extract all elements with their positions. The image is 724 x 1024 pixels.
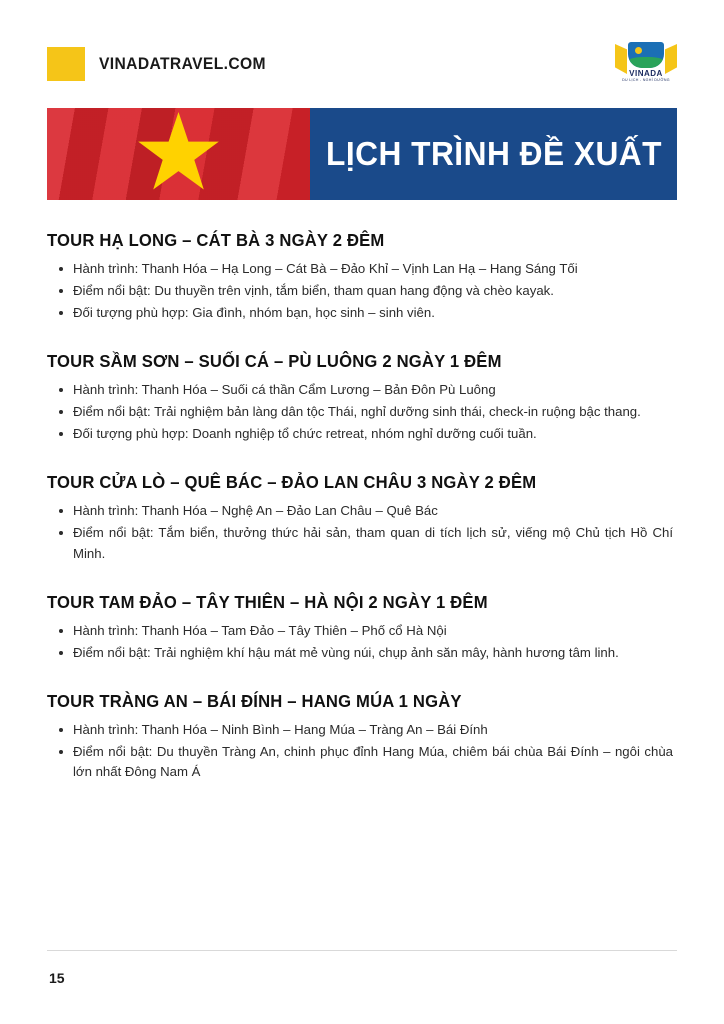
- tour-title: TOUR TRÀNG AN – BÁI ĐÍNH – HANG MÚA 1 NGÀY: [47, 690, 462, 711]
- brand-square-icon: [47, 47, 85, 81]
- tour-details: [47, 720, 677, 782]
- banner-title-text: LỊCH TRÌNH ĐỀ XUẤT: [325, 135, 662, 172]
- footer-divider: [47, 950, 677, 951]
- tour-title: TOUR TAM ĐẢO – TÂY THIÊN – HÀ NỘI 2 NGÀY 1 ĐÊM: [47, 591, 488, 612]
- list-item: Hành trình: Thanh Hóa – Ninh Bình – Hang Múa – Tràng An – Bái Đính: [73, 720, 677, 740]
- section-banner: [47, 108, 677, 200]
- list-item: Hành trình: Thanh Hóa – Nghệ An – Đảo Lan Châu – Quê Bác: [73, 501, 677, 521]
- tour-section: [47, 351, 677, 444]
- vietnam-flag-image: [47, 108, 310, 200]
- banner-title: [310, 108, 677, 200]
- list-item: Đối tượng phù hợp: Gia đình, nhóm bạn, học sinh – sinh viên.: [73, 303, 677, 323]
- list-item: Điểm nổi bật: Du thuyền trên vịnh, tắm biển, tham quan hang động và chèo kayak.: [73, 281, 677, 301]
- logo-hill-icon: [628, 57, 664, 68]
- logo-emblem-icon: [628, 42, 664, 68]
- list-item: Đối tượng phù hợp: Doanh nghiệp tổ chức retreat, nhóm nghỉ dưỡng cuối tuần.: [73, 424, 677, 444]
- tour-section: [47, 691, 677, 782]
- list-item: Điểm nổi bật: Tắm biển, thưởng thức hải sản, tham quan di tích lịch sử, viếng mộ Chủ tịch Hồ Chí Minh.: [73, 523, 677, 563]
- list-item: Hành trình: Thanh Hóa – Hạ Long – Cát Bà – Đảo Khỉ – Vịnh Lan Hạ – Hang Sáng Tối: [73, 259, 677, 279]
- tour-section: [47, 592, 677, 663]
- vinada-logo: [615, 40, 677, 88]
- list-item: Hành trình: Thanh Hóa – Suối cá thần Cẩm Lương – Bản Đôn Pù Luông: [73, 380, 677, 400]
- page-header: [47, 40, 677, 88]
- logo-name: VINADA: [629, 69, 663, 78]
- logo-sun-icon: [635, 47, 642, 54]
- star-icon: [137, 112, 221, 196]
- tour-details: [47, 380, 677, 444]
- tour-details: [47, 259, 677, 323]
- list-item: Hành trình: Thanh Hóa – Tam Đảo – Tây Thiên – Phố cổ Hà Nội: [73, 621, 677, 641]
- tour-title: TOUR HẠ LONG – CÁT BÀ 3 NGÀY 2 ĐÊM: [47, 230, 385, 250]
- tour-section: [47, 230, 677, 323]
- list-item: Điểm nổi bật: Du thuyền Tràng An, chinh phục đỉnh Hang Múa, chiêm bái chùa Bái Đính – ngôi chùa lớn nhất Đông Nam Á: [73, 742, 677, 782]
- brand-text: VINADATRAVEL.COM: [99, 54, 266, 73]
- brand: [47, 47, 280, 81]
- tour-title: TOUR CỬA LÒ – QUÊ BÁC – ĐẢO LAN CHÂU 3 NGÀY 2 ĐÊM: [47, 472, 537, 493]
- tour-title: TOUR SẦM SƠN – SUỐI CÁ – PÙ LUÔNG 2 NGÀY 1 ĐÊM: [47, 351, 502, 372]
- logo-subtitle: DU LỊCH - NGHỈ DƯỠNG: [622, 78, 670, 82]
- tour-details: [47, 501, 677, 563]
- page-number: 15: [49, 970, 65, 986]
- list-item: Điểm nổi bật: Trải nghiệm khí hậu mát mẻ vùng núi, chụp ảnh săn mây, hành hương tâm linh.: [73, 643, 677, 663]
- tour-list: [47, 230, 677, 804]
- tour-details: [47, 621, 677, 663]
- tour-section: [47, 472, 677, 563]
- list-item: Điểm nổi bật: Trải nghiệm bản làng dân tộc Thái, nghỉ dưỡng sinh thái, check-in ruộng bậc thang.: [73, 402, 677, 422]
